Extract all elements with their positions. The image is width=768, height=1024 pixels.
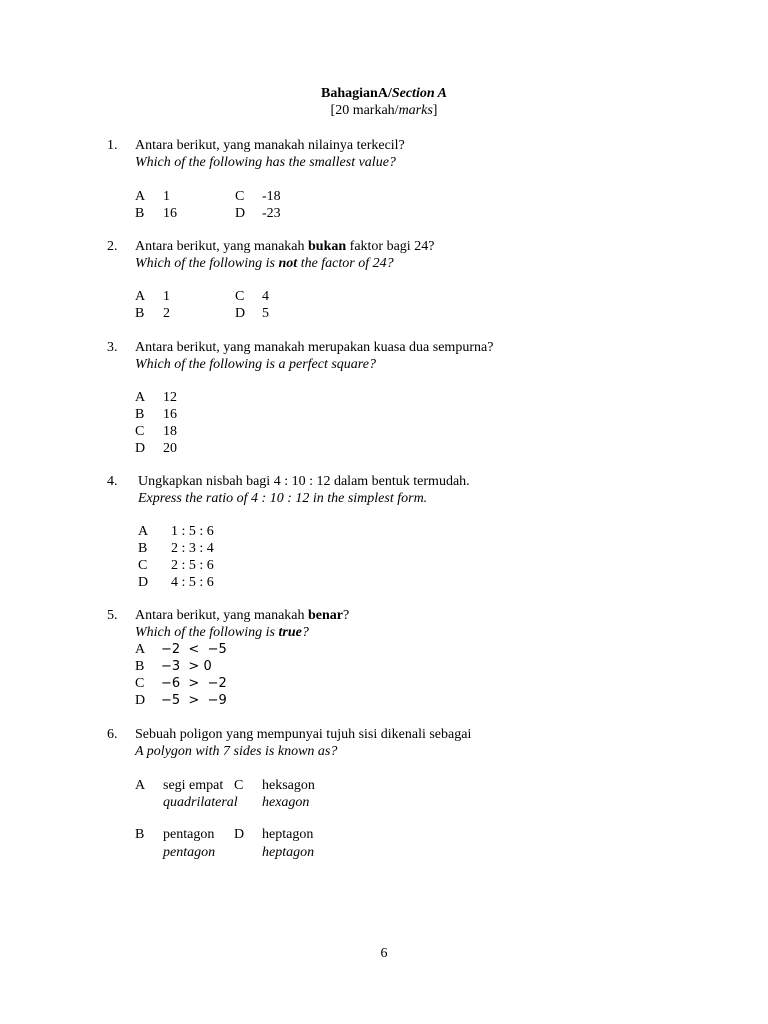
option-value: −6 > −2 xyxy=(161,676,227,691)
option-value: 4 xyxy=(262,289,269,304)
option-letter: C xyxy=(135,676,145,691)
option-value-english: heptagon xyxy=(262,845,315,860)
text-part: ? xyxy=(343,608,350,623)
question-text-english xyxy=(135,255,394,272)
option-value-english: quadrilateral xyxy=(163,795,238,810)
option-value: 4 : 5 : 6 xyxy=(171,575,214,590)
marks-line xyxy=(0,102,768,119)
text-part: Which of the following is xyxy=(135,256,279,271)
question-number: 3. xyxy=(107,340,118,355)
option-letter: C xyxy=(138,558,148,573)
text-part: Antara berikut, yang manakah xyxy=(135,608,308,623)
question-text-english: Which of the following is a perfect square? xyxy=(135,357,376,372)
question-text-malay: Antara berikut, yang manakah merupakan kuasa dua sempurna? xyxy=(135,340,494,355)
option-value: 1 xyxy=(163,189,170,204)
question-number: 6. xyxy=(107,727,118,742)
option-letter: B xyxy=(135,206,145,221)
question-text-malay: Ungkapkan nisbah bagi 4 : 10 : 12 dalam bentuk termudah. xyxy=(138,474,470,489)
option-value: −3 > 0 xyxy=(161,659,212,674)
option-value: 20 xyxy=(163,441,177,456)
question-number: 1. xyxy=(107,138,118,153)
option-letter: D xyxy=(235,306,246,321)
option-letter: D xyxy=(234,827,245,842)
marks-suffix: ] xyxy=(432,103,438,118)
option-value-malay: heksagon xyxy=(262,778,315,793)
option-value: 16 xyxy=(163,407,177,422)
option-letter: A xyxy=(135,189,146,204)
question-text-english: Which of the following has the smallest value? xyxy=(135,155,396,170)
option-letter: C xyxy=(235,289,245,304)
option-letter: A xyxy=(135,390,146,405)
option-value: −2 < −5 xyxy=(161,642,227,657)
marks-english: marks xyxy=(398,103,433,118)
option-letter: A xyxy=(135,778,146,793)
option-letter: B xyxy=(135,827,145,842)
option-letter: D xyxy=(138,575,149,590)
option-value-malay: pentagon xyxy=(163,827,215,842)
option-value: 16 xyxy=(163,206,177,221)
question-text-malay xyxy=(135,238,434,255)
page-number: 6 xyxy=(380,946,388,961)
option-letter: B xyxy=(138,541,148,556)
emphasis-word: not xyxy=(278,256,298,271)
text-part: the factor of 24? xyxy=(297,256,394,271)
emphasis-word: bukan xyxy=(308,239,347,254)
option-value-english: hexagon xyxy=(262,795,310,810)
option-value: -18 xyxy=(262,189,281,204)
option-value: −5 > −9 xyxy=(161,693,227,708)
option-value-english: pentagon xyxy=(163,845,216,860)
option-value: 2 xyxy=(163,306,170,321)
text-part: ? xyxy=(301,625,309,640)
option-value: -23 xyxy=(262,206,281,221)
option-letter: D xyxy=(135,693,146,708)
question-number: 5. xyxy=(107,608,118,623)
option-value: 2 : 3 : 4 xyxy=(171,541,214,556)
option-value: 1 : 5 : 6 xyxy=(171,524,214,539)
option-letter: A xyxy=(138,524,149,539)
question-number: 4. xyxy=(107,474,118,489)
question-number: 2. xyxy=(107,239,118,254)
text-part: Which of the following is xyxy=(135,625,279,640)
option-value: 2 : 5 : 6 xyxy=(171,558,214,573)
option-letter: B xyxy=(135,407,145,422)
option-letter: C xyxy=(135,424,145,439)
option-letter: D xyxy=(135,441,146,456)
option-letter: B xyxy=(135,659,145,674)
option-letter: B xyxy=(135,306,145,321)
option-letter: A xyxy=(135,289,146,304)
option-value: 5 xyxy=(262,306,269,321)
option-letter: C xyxy=(235,189,245,204)
section-title xyxy=(0,85,768,102)
option-letter: A xyxy=(135,642,146,657)
question-text-english xyxy=(135,624,309,641)
question-text-english: Express the ratio of 4 : 10 : 12 in the simplest form. xyxy=(138,491,428,506)
question-text-malay: Sebuah poligon yang mempunyai tujuh sisi dikenali sebagai xyxy=(135,727,472,742)
section-title-malay: BahagianA/ xyxy=(321,86,392,101)
section-title-english: Section A xyxy=(391,86,447,101)
text-part: Antara berikut, yang manakah xyxy=(135,239,308,254)
option-letter: C xyxy=(234,778,244,793)
option-value-malay: segi empat xyxy=(163,778,224,793)
option-value-malay: heptagon xyxy=(262,827,314,842)
option-value: 1 xyxy=(163,289,170,304)
question-text-malay xyxy=(135,607,349,624)
option-letter: D xyxy=(235,206,246,221)
question-text-malay: Antara berikut, yang manakah nilainya terkecil? xyxy=(135,138,405,153)
option-value: 12 xyxy=(163,390,177,405)
text-part: faktor bagi 24? xyxy=(346,239,435,254)
marks-prefix: [20 markah/ xyxy=(330,103,399,118)
question-text-english: A polygon with 7 sides is known as? xyxy=(135,744,338,759)
option-value: 18 xyxy=(163,424,177,439)
emphasis-word: benar xyxy=(308,608,343,623)
emphasis-word: true xyxy=(278,625,302,640)
